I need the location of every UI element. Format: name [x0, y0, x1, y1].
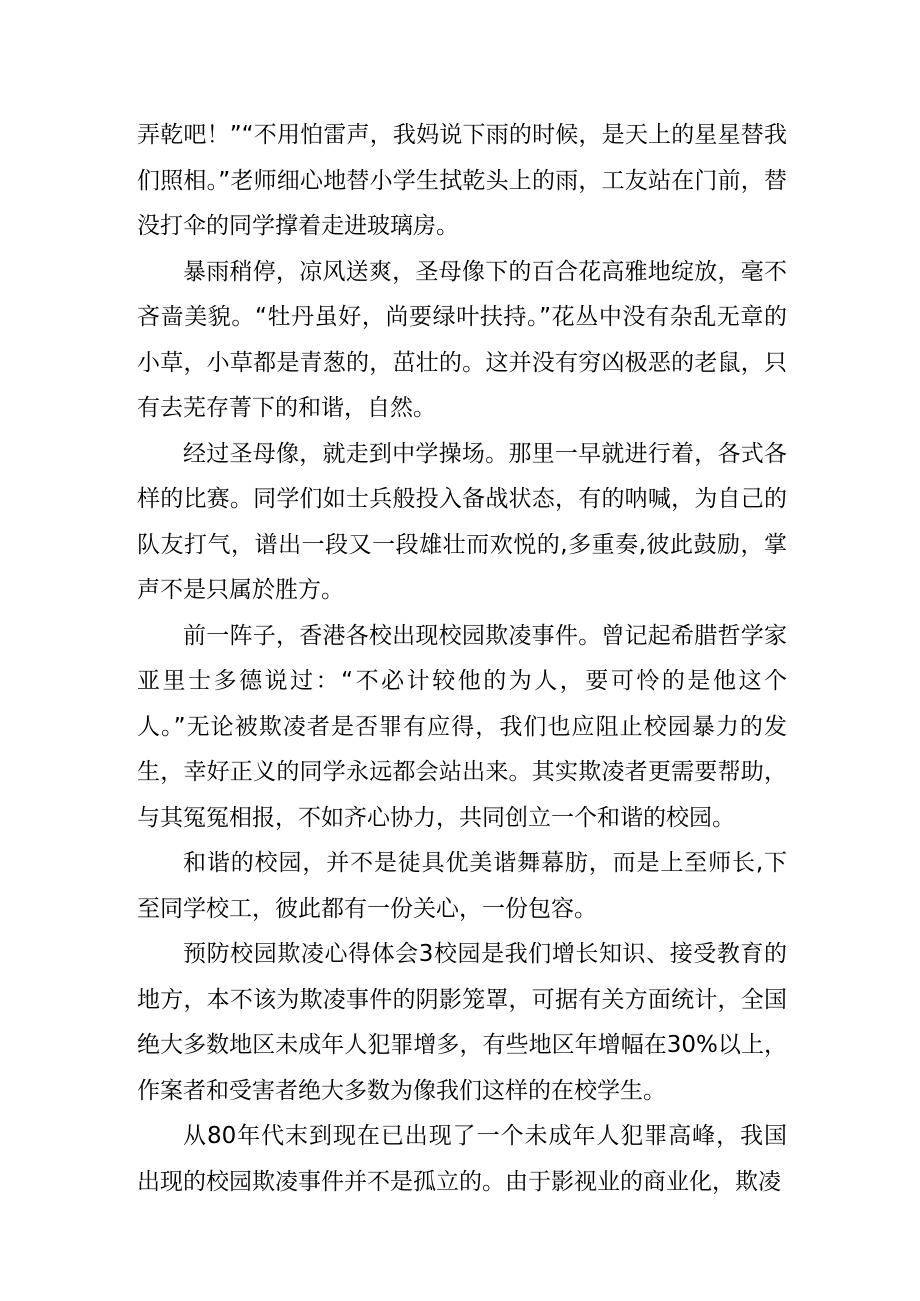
- paragraph-1: 弄乾吧！”“不用怕雷声，我妈说下雨的时候，是天上的星星替我们照相。”老师细心地替小学生拭乾头上的雨，工友站在门前，替没打伞的同学撑着走进玻璃房。: [137, 122, 787, 239]
- paragraph-7: 从80年代末到现在已出现了一个未成年人犯罪高峰，我国出现的校园欺凌事件并不是孤立的。由于影视业的商业化，欺凌: [137, 1123, 787, 1195]
- document-body: [137, 113, 787, 1205]
- paragraph-2: 暴雨稍停，凉风送爽，圣母像下的百合花高雅地绽放，毫不吝啬美貌。“牡丹虽好，尚要绿叶扶持。”花丛中没有杂乱无章的小草，小草都是青葱的，茁壮的。这并没有穷凶极恶的老鼠，只有去芜存菁下的和谐，自然。: [137, 258, 787, 421]
- paragraph-3: 经过圣母像，就走到中学操场。那里一早就进行着，各式各样的比赛。同学们如士兵般投入备战状态，有的呐喊，为自己的队友打气，谱出一段又一段雄壮而欢悦的,多重奏,彼此鼓励，掌声不是只属於胜方。: [137, 440, 787, 603]
- paragraph-6: 预防校园欺凌心得体会3校园是我们增长知识、接受教育的地方，本不该为欺凌事件的阴影笼罩，可据有关方面统计，全国绝大多数地区未成年人犯罪增多，有些地区年增幅在30%以上，作案者和受害者绝大多数为像我们这样的在校学生。: [137, 941, 787, 1104]
- paragraph-5: 和谐的校园，并不是徒具优美谐舞幕肪，而是上至师长,下至同学校工，彼此都有一份关心，一份包容。: [137, 850, 787, 922]
- paragraph-4: 前一阵子，香港各校出现校园欺凌事件。曾记起希腊哲学家亚里士多德说过：“不必计较他的为人，要可怜的是他这个人。”无论被欺凌者是否罪有应得，我们也应阻止校园暴力的发生，幸好正义的同学永远都会站出来。其实欺凌者更需要帮助，与其冤冤相报，不如齐心协力，共同创立一个和谐的校园。: [137, 622, 787, 831]
